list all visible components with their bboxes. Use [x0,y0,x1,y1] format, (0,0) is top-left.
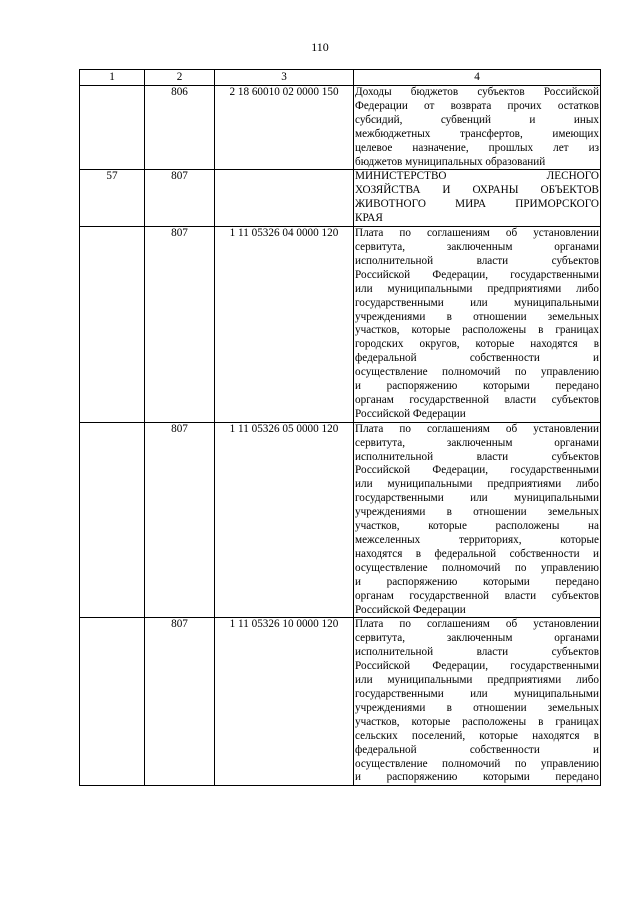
row-number-cell [80,86,145,170]
budget-code-cell: 1 11 05326 04 0000 120 [215,227,354,423]
description-line: учреждениями в отношении земельных [355,506,599,519]
description-line: государственными или муниципальными [355,687,599,700]
description-line: исполнительной власти субъектов [355,450,599,463]
description-line: Российской Федерации, государственными [355,464,599,477]
description-line: сервитута, заключенным органами [355,240,599,253]
table-row [80,422,601,618]
description-line: сельских поселений, которые находятся в [355,729,599,742]
column-header: 4 [354,70,601,86]
description-line: участков, которые расположены на [355,520,599,533]
description-line: исполнительной власти субъектов [355,254,599,267]
description-line: осуществление полномочий по управлению [355,366,599,379]
description-line: Федерации от возврата прочих остатков [355,99,599,112]
description-line: Российской Федерации [355,407,466,420]
admin-code-cell: 807 [145,170,215,227]
description-cell [354,422,601,618]
description-line: Плата по соглашениям об установлении [355,618,599,631]
admin-code-cell: 807 [145,227,215,423]
description-line: находятся в федеральной собственности и [355,547,599,560]
row-number-cell [80,227,145,423]
description-line: городских округов, которые находятся в [355,338,599,351]
description-line: и распоряжению которыми передано [355,380,599,393]
description-line: бюджетов муниципальных образований [355,155,546,168]
table-header-row [80,70,601,86]
budget-code-cell: 1 11 05326 10 0000 120 [215,618,354,786]
description-line: федеральной собственности и [355,352,599,365]
description-line: межбюджетных трансфертов, имеющих [355,127,599,140]
description-line: целевое назначение, прошлых лет из [355,141,599,154]
description-line: субсидий, субвенций и иных [355,113,599,126]
description-line: государственными или муниципальными [355,296,599,309]
description-line: Российской Федерации, государственными [355,660,599,673]
revenue-codes-table [79,69,601,786]
description-line: сервитута, заключенным органами [355,436,599,449]
admin-code-cell: 806 [145,86,215,170]
description-cell [354,227,601,423]
description-cell [354,618,601,786]
budget-code-cell: 1 11 05326 05 0000 120 [215,422,354,618]
description-line: КРАЯ [355,212,383,225]
description-line: Плата по соглашениям об установлении [355,422,599,435]
admin-code-cell: 807 [145,618,215,786]
description-line: органам государственной власти субъектов [355,393,599,406]
description-cell [354,86,601,170]
page-number: 110 [311,40,329,54]
description-line: учреждениями в отношении земельных [355,701,599,714]
description-line: Доходы бюджетов субъектов Российской [355,86,599,98]
description-line: Российской Федерации [355,603,466,616]
description-line: участков, которые расположены в границах [355,324,599,337]
description-line: и распоряжению которыми передано [355,575,599,588]
budget-code-cell: 2 18 60010 02 0000 150 [215,86,354,170]
description-line: ЖИВОТНОГО МИРА ПРИМОРСКОГО [355,198,599,211]
description-line: или муниципальными предприятиями либо [355,282,599,295]
table-row [80,86,601,170]
row-number-cell: 57 [80,170,145,227]
description-line: или муниципальными предприятиями либо [355,478,599,491]
column-header: 1 [80,70,145,86]
row-number-cell [80,422,145,618]
description-line: МИНИСТЕРСТВО ЛЕСНОГО [355,170,599,183]
row-number-cell [80,618,145,786]
budget-code-cell [215,170,354,227]
column-header: 3 [215,70,354,86]
description-line: участков, которые расположены в границах [355,715,599,728]
description-line: органам государственной власти субъектов [355,589,599,602]
description-line: Плата по соглашениям об установлении [355,227,599,240]
description-line: исполнительной власти субъектов [355,646,599,659]
description-line: учреждениями в отношении земельных [355,310,599,323]
description-line: и распоряжению которыми передано [355,771,599,784]
description-line: федеральной собственности и [355,743,599,756]
admin-code-cell: 807 [145,422,215,618]
ministry-name-cell [354,170,601,227]
column-header: 2 [145,70,215,86]
table-row [80,170,601,227]
table-row [80,227,601,423]
description-line: государственными или муниципальными [355,492,599,505]
description-line: ХОЗЯЙСТВА И ОХРАНЫ ОБЪЕКТОВ [355,184,599,197]
table-row [80,618,601,786]
description-line: Российской Федерации, государственными [355,268,599,281]
description-line: межселенных территориях, которые [355,534,599,546]
description-line: осуществление полномочий по управлению [355,757,599,770]
description-line: или муниципальными предприятиями либо [355,674,599,687]
description-line: осуществление полномочий по управлению [355,561,599,574]
description-line: сервитута, заключенным органами [355,632,599,645]
